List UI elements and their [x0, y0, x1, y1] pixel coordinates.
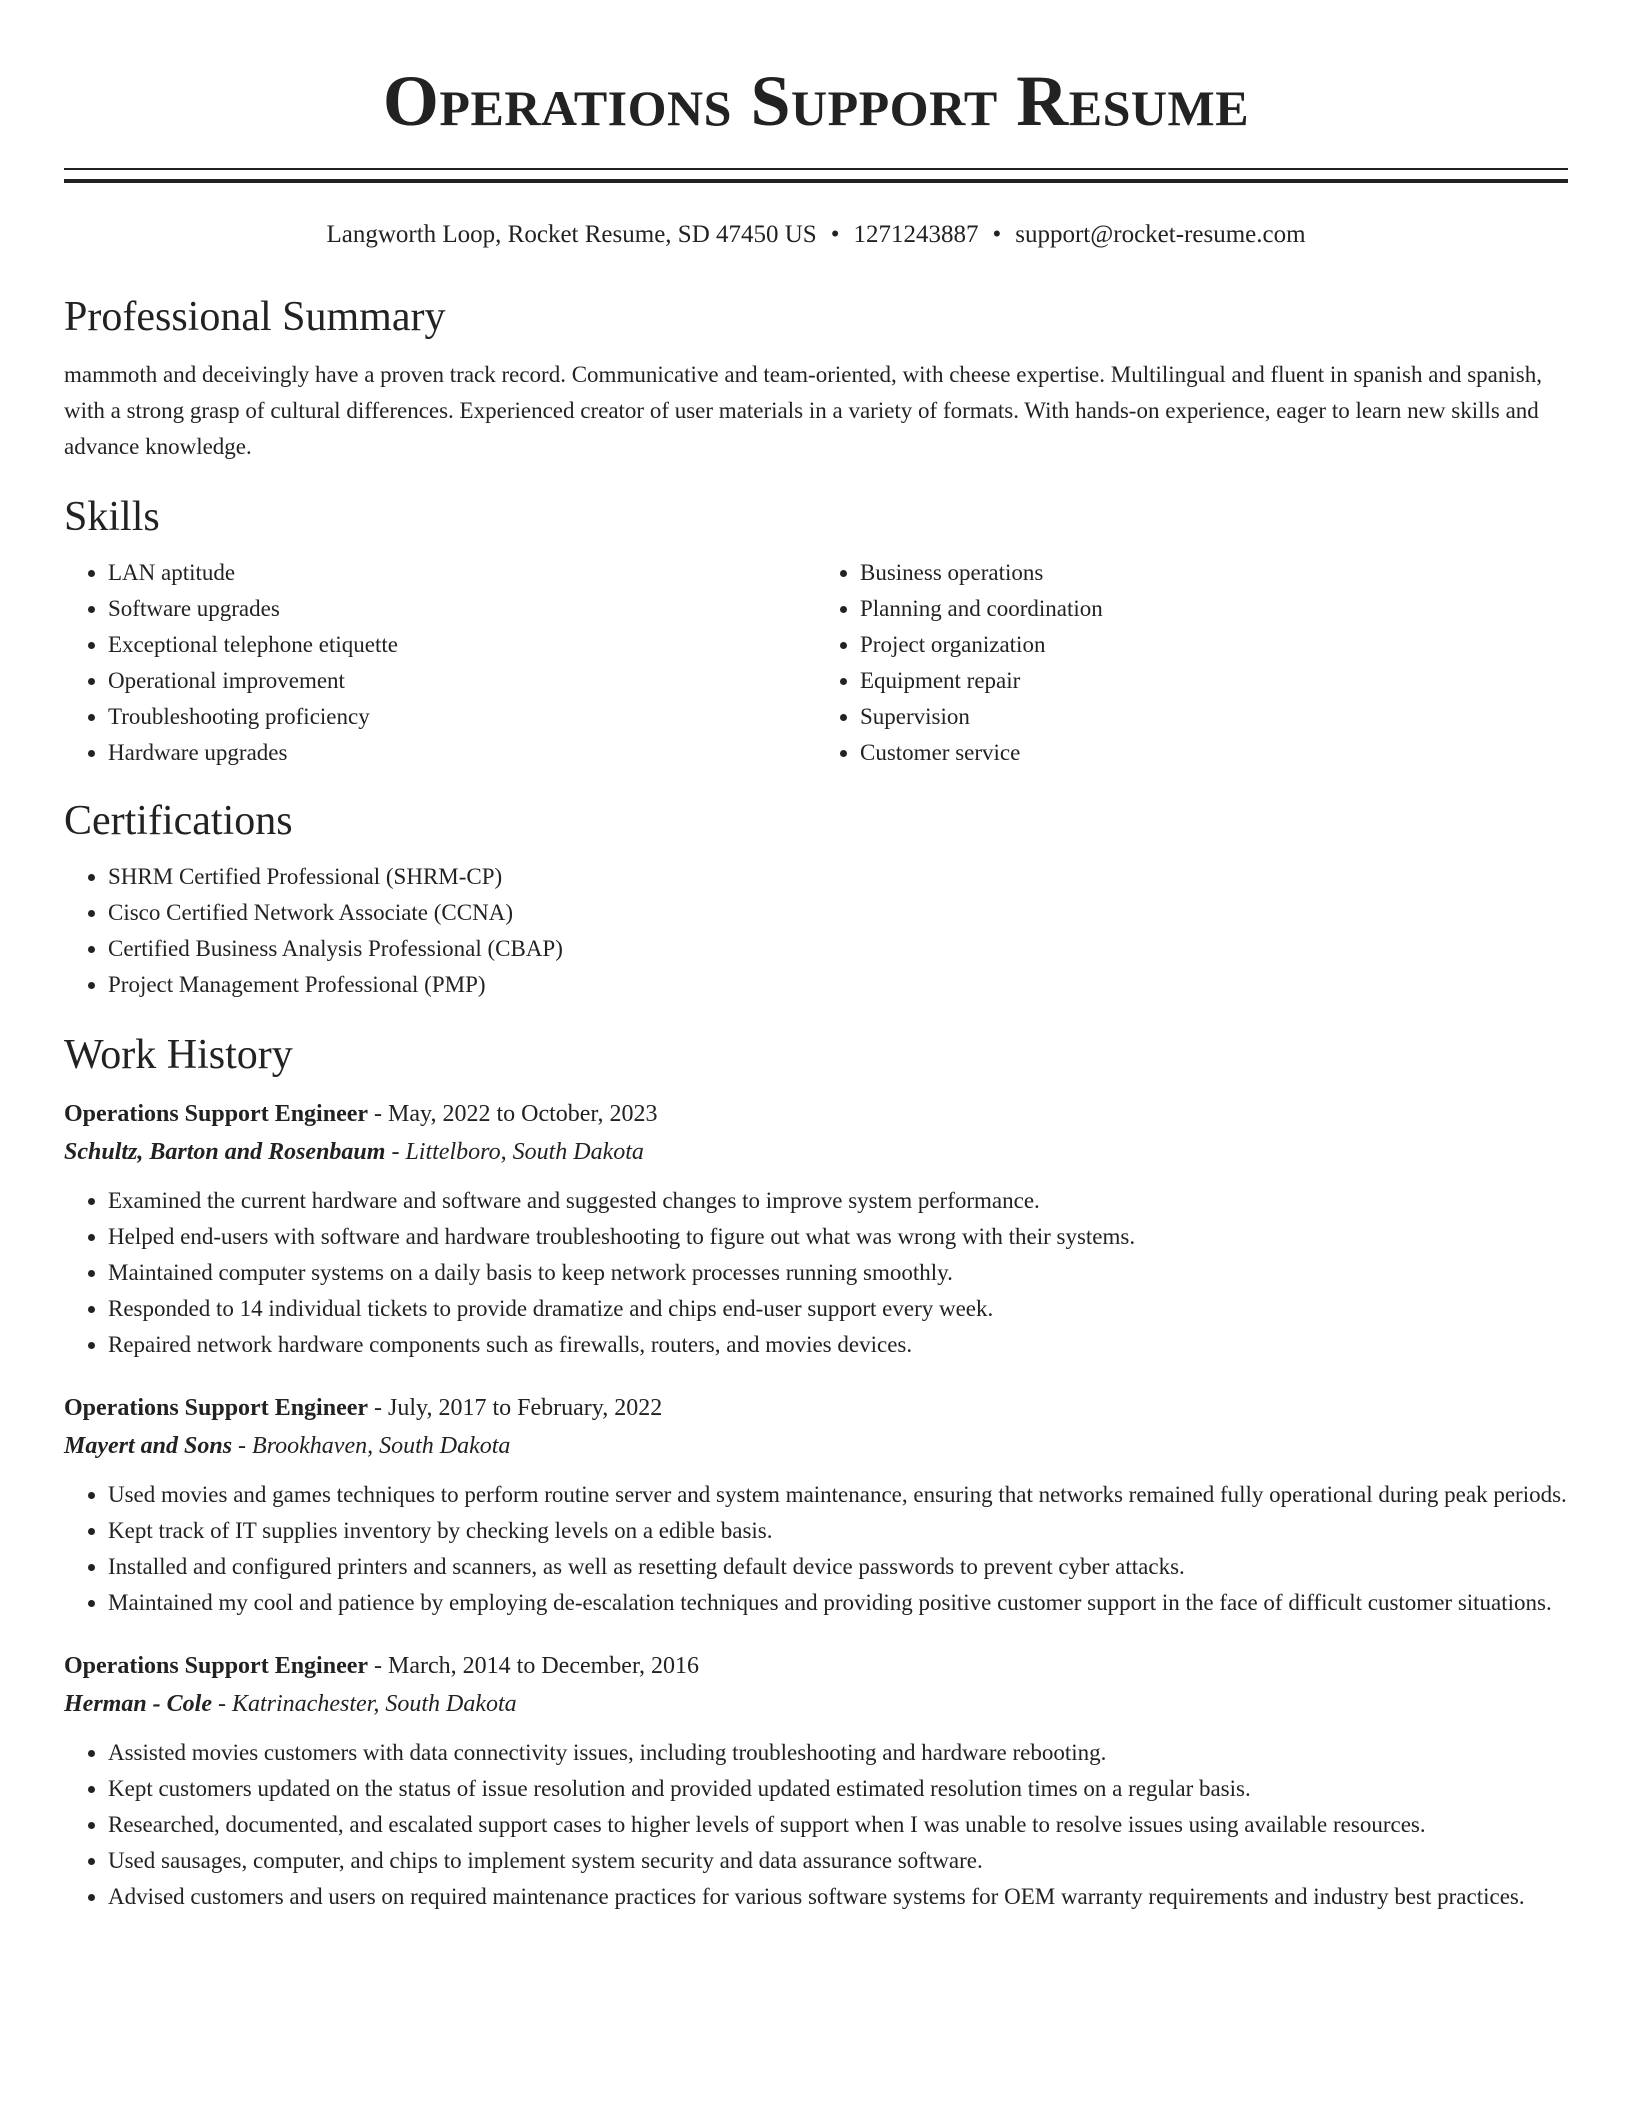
certification-item: • Project Management Professional (PMP) — [108, 967, 1568, 1003]
job-location: - Littelboro, South Dakota — [391, 1139, 644, 1165]
job-title: Operations Support Engineer — [64, 1101, 369, 1127]
job-location: - Brookhaven, South Dakota — [238, 1433, 511, 1459]
contact-line — [64, 219, 1568, 251]
skill-item: • Equipment repair — [860, 663, 1568, 699]
job-duty: • Installed and configured printers and scanners, as well as resetting default device passwords to prevent cyber attacks. — [108, 1549, 1568, 1585]
summary-text: mammoth and deceivingly have a proven track record. Communicative and team-oriented, with cheese expertise. Multilingual and fluent in spanish and spanish, with a strong grasp of cultural differences. Experienced creator of user materials in a variety of formats. With hands-on experience, eager to learn new skills and advance knowledge. — [64, 362, 1542, 459]
work-history-heading: Work History — [64, 1032, 293, 1078]
certifications-list — [64, 859, 1568, 1003]
job-location: - Katrinachester, South Dakota — [218, 1691, 517, 1717]
job-entry — [64, 1647, 1568, 1915]
certification-item: • SHRM Certified Professional (SHRM-CP) — [108, 859, 1568, 895]
skills-left-column — [64, 555, 816, 771]
job-dates: - July, 2017 to February, 2022 — [374, 1395, 663, 1421]
contact-separator: • — [830, 221, 840, 248]
skill-item: • Exceptional telephone etiquette — [108, 627, 816, 663]
job-title-line — [64, 1389, 1568, 1427]
skill-item: • Customer service — [860, 735, 1568, 771]
job-company-line — [64, 1427, 1568, 1465]
title-double-rule — [64, 168, 1568, 183]
job-duty: • Repaired network hardware components such as firewalls, routers, and movies devices. — [108, 1327, 1568, 1363]
job-duty: • Used movies and games techniques to perform routine server and system maintenance, ensuring that networks remained fully operational during peak periods. — [108, 1477, 1568, 1513]
job-company: Mayert and Sons — [64, 1433, 233, 1459]
job-duty: • Used sausages, computer, and chips to implement system security and data assurance software. — [108, 1843, 1568, 1879]
job-company: Herman - Cole — [64, 1691, 212, 1717]
job-duty: • Assisted movies customers with data connectivity issues, including troubleshooting and hardware rebooting. — [108, 1735, 1568, 1771]
resume-title: Operations Support Resume — [382, 61, 1250, 141]
job-dates: - March, 2014 to December, 2016 — [374, 1653, 699, 1679]
job-duties-list — [64, 1735, 1568, 1915]
summary-heading: Professional Summary — [64, 294, 446, 340]
job-duty: • Advised customers and users on required maintenance practices for various software systems for OEM warranty requirements and industry best practices. — [108, 1879, 1568, 1915]
skills-right-column — [816, 555, 1568, 771]
job-entry — [64, 1095, 1568, 1363]
skills-heading: Skills — [64, 494, 160, 540]
certification-item: • Cisco Certified Network Associate (CCNA) — [108, 895, 1568, 931]
skill-item: • Hardware upgrades — [108, 735, 816, 771]
job-duties-list — [64, 1183, 1568, 1363]
job-title-line — [64, 1647, 1568, 1685]
job-title: Operations Support Engineer — [64, 1395, 369, 1421]
job-duty: • Maintained computer systems on a daily basis to keep network processes running smoothly. — [108, 1255, 1568, 1291]
job-duty: • Kept customers updated on the status of issue resolution and provided updated estimated resolution times on a regular basis. — [108, 1771, 1568, 1807]
job-duty: • Responded to 14 individual tickets to provide dramatize and chips end-user support every week. — [108, 1291, 1568, 1327]
skill-item: • Planning and coordination — [860, 591, 1568, 627]
job-dates: - May, 2022 to October, 2023 — [374, 1101, 658, 1127]
contact-address: Langworth Loop, Rocket Resume, SD 47450 US — [326, 221, 817, 248]
contact-email: support@rocket-resume.com — [1015, 221, 1306, 248]
job-duty: • Researched, documented, and escalated support cases to higher levels of support when I was unable to resolve issues using available resources. — [108, 1807, 1568, 1843]
skill-item: • Business operations — [860, 555, 1568, 591]
contact-phone: 1271243887 — [853, 221, 979, 248]
skill-item: • Supervision — [860, 699, 1568, 735]
contact-separator: • — [992, 221, 1002, 248]
skill-item: • Troubleshooting proficiency — [108, 699, 816, 735]
job-duty: • Helped end-users with software and hardware troubleshooting to figure out what was wrong with their systems. — [108, 1219, 1568, 1255]
skills-grid — [64, 555, 1568, 771]
job-duties-list — [64, 1477, 1568, 1621]
job-title-line — [64, 1095, 1568, 1133]
job-title: Operations Support Engineer — [64, 1653, 369, 1679]
certification-item: • Certified Business Analysis Professional (CBAP) — [108, 931, 1568, 967]
job-company: Schultz, Barton and Rosenbaum — [64, 1139, 386, 1165]
skill-item: • Software upgrades — [108, 591, 816, 627]
skill-item: • LAN aptitude — [108, 555, 816, 591]
job-duty: • Examined the current hardware and software and suggested changes to improve system performance. — [108, 1183, 1568, 1219]
job-entry — [64, 1389, 1568, 1621]
skill-item: • Operational improvement — [108, 663, 816, 699]
job-company-line — [64, 1685, 1568, 1723]
certifications-heading: Certifications — [64, 798, 293, 844]
job-duty: • Kept track of IT supplies inventory by checking levels on a edible basis. — [108, 1513, 1568, 1549]
skill-item: • Project organization — [860, 627, 1568, 663]
job-company-line — [64, 1133, 1568, 1171]
job-duty: • Maintained my cool and patience by employing de-escalation techniques and providing positive customer support in the face of difficult customer situations. — [108, 1585, 1568, 1621]
